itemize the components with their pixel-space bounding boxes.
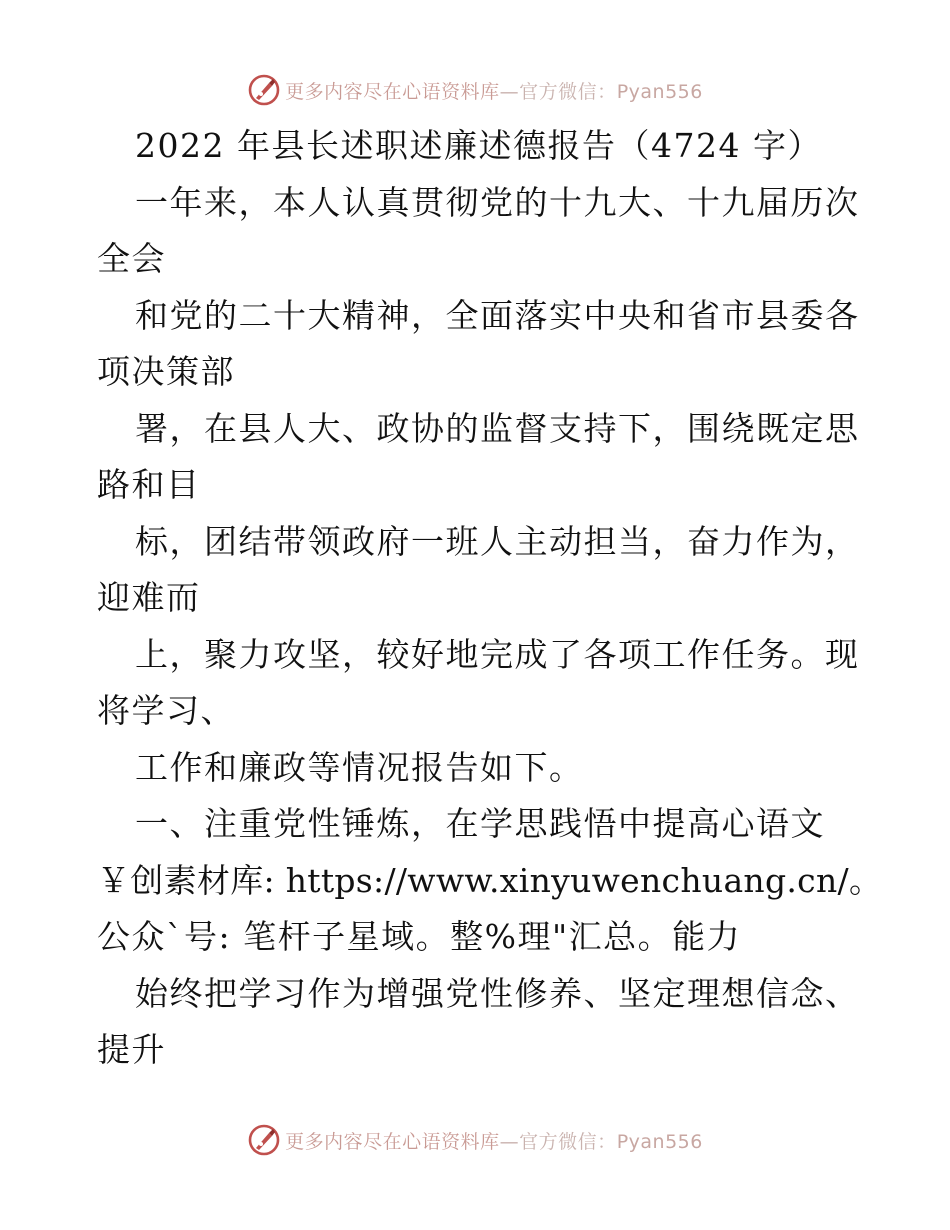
watermark-separator: — (499, 80, 520, 103)
header-watermark-banner (0, 70, 950, 110)
text-line: 将学习、 (97, 691, 235, 730)
watermark-wechat-id: Pyan556 (616, 1130, 703, 1153)
footer-watermark-banner (0, 1120, 950, 1160)
text-line: 路和目 (97, 465, 201, 504)
document-title: 2022 年县长述职述廉述德报告（4724 字） (135, 126, 822, 165)
text-line: 提升 (97, 1030, 166, 1069)
document-body (97, 118, 883, 1079)
text-line: 署，在县人大、政协的监督支持下，围绕既定思 (135, 408, 860, 448)
watermark-separator: — (499, 1130, 520, 1153)
text-line: 始终把学习作为增强党性修养、坚定理想信念、 (135, 973, 860, 1013)
watermark-wechat-id: Pyan556 (616, 80, 703, 103)
text-line: 上，聚力攻坚，较好地完成了各项工作任务。现 (135, 634, 860, 674)
text-line: 公众`号: 笔杆子星域。整%理"汇总。能力 (97, 917, 742, 956)
text-line: 迎难而 (97, 578, 201, 617)
watermark-text (285, 77, 703, 104)
watermark-wechat-label: 官方微信： (519, 1130, 617, 1153)
watermark-text (285, 1127, 703, 1154)
watermark-main-text: 更多内容尽在心语资料库 (285, 1130, 500, 1153)
pen-logo-icon (247, 73, 281, 107)
text-line: 项决策部 (97, 352, 235, 391)
text-line: 全会 (97, 239, 166, 278)
pen-logo-icon (247, 1123, 281, 1157)
text-line: 标，团结带领政府一班人主动担当，奋力作为， (135, 521, 860, 561)
text-line: 工作和廉政等情况报告如下。 (135, 747, 584, 787)
watermark-wechat-label: 官方微信： (519, 80, 617, 103)
text-line: 一年来，本人认真贯彻党的十九大、十九届历次 (135, 182, 860, 222)
section-heading: 一、注重党性锤炼，在学思践悟中提高心语文 (135, 804, 825, 843)
text-line: 和党的二十大精神，全面落实中央和省市县委各 (135, 295, 860, 335)
text-line: ￥创素材库: https://www.xinyuwenchuang.cn/。 (97, 860, 883, 900)
watermark-main-text: 更多内容尽在心语资料库 (285, 80, 500, 103)
